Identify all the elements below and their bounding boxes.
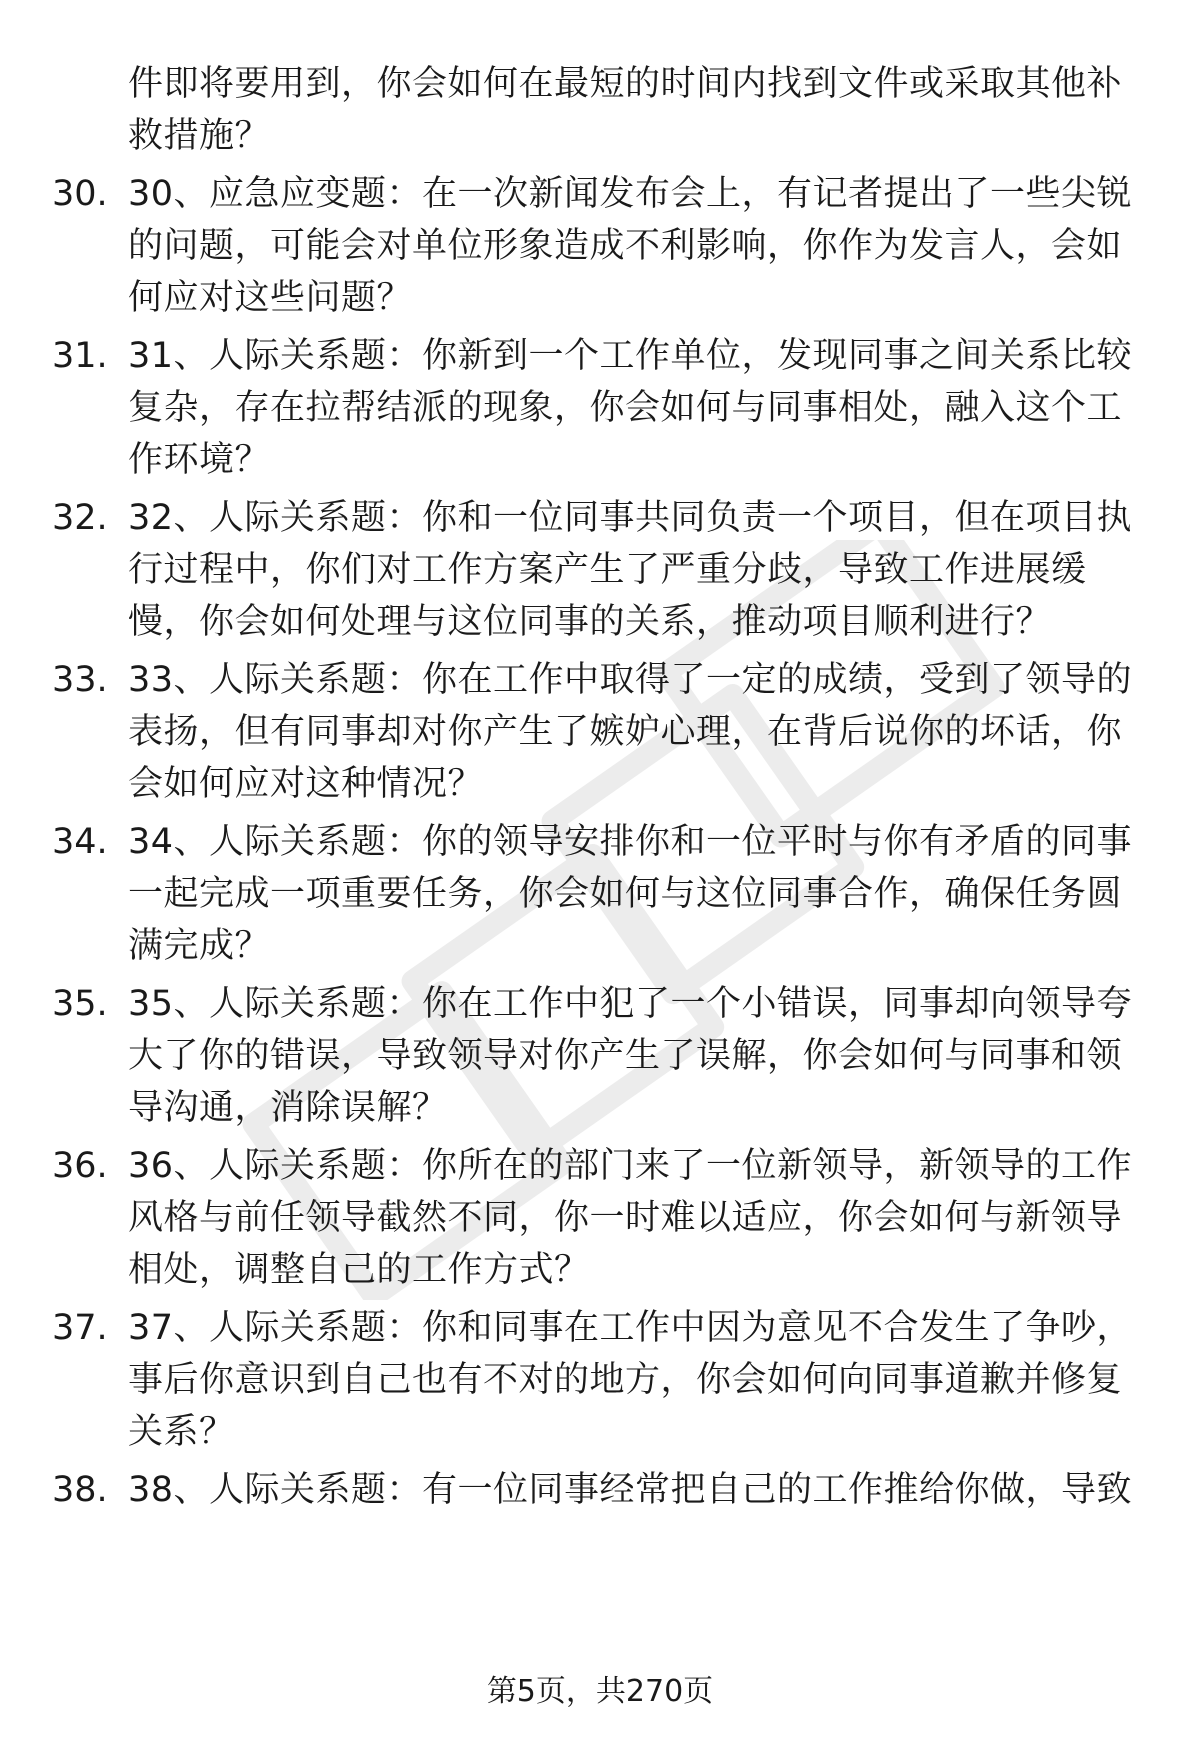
- question-number: 32.: [52, 498, 108, 538]
- question-text: 35、人际关系题：你在工作中犯了一个小错误，同事却向领导夸大了你的错误，导致领导对你产生了误解，你会如何与同事和领导沟通，消除误解？: [128, 984, 1133, 1128]
- question-text: 31、人际关系题：你新到一个工作单位，发现同事之间关系比较复杂，存在拉帮结派的现象，你会如何与同事相处，融入这个工作环境？: [128, 336, 1133, 480]
- question-number: 33.: [52, 660, 108, 700]
- question-number: 35.: [52, 984, 108, 1024]
- question-text: 34、人际关系题：你的领导安排你和一位平时与你有矛盾的同事一起完成一项重要任务，你会如何与这位同事合作，确保任务圆满完成？: [128, 822, 1133, 966]
- question-number: 38.: [52, 1470, 108, 1510]
- question-text: 33、人际关系题：你在工作中取得了一定的成绩，受到了领导的表扬，但有同事却对你产生了嫉妒心理，在背后说你的坏话，你会如何应对这种情况？: [128, 660, 1133, 804]
- previous-question-continuation: 件即将要用到，你会如何在最短的时间内找到文件或采取其他补救措施？: [128, 64, 1123, 156]
- question-text: 38、人际关系题：有一位同事经常把自己的工作推给你做，导致: [128, 1470, 1133, 1510]
- question-number: 36.: [52, 1146, 108, 1186]
- page-number-footer: 第5页，共270页: [486, 1674, 714, 1709]
- question-text: 36、人际关系题：你所在的部门来了一位新领导，新领导的工作风格与前任领导截然不同，你一时难以适应，你会如何与新领导相处，调整自己的工作方式？: [128, 1146, 1133, 1290]
- question-number: 37.: [52, 1308, 108, 1348]
- question-number: 30.: [52, 174, 108, 214]
- question-text: 30、应急应变题：在一次新闻发布会上，有记者提出了一些尖锐的问题，可能会对单位形象造成不利影响，你作为发言人，会如何应对这些问题？: [128, 174, 1133, 318]
- question-text: 37、人际关系题：你和同事在工作中因为意见不合发生了争吵，事后你意识到自己也有不对的地方，你会如何向同事道歉并修复关系？: [128, 1308, 1133, 1452]
- question-number: 31.: [52, 336, 108, 376]
- question-number: 34.: [52, 822, 108, 862]
- question-text: 32、人际关系题：你和一位同事共同负责一个项目，但在项目执行过程中，你们对工作方案产生了严重分歧，导致工作进展缓慢，你会如何处理与这位同事的关系，推动项目顺利进行？: [128, 498, 1133, 642]
